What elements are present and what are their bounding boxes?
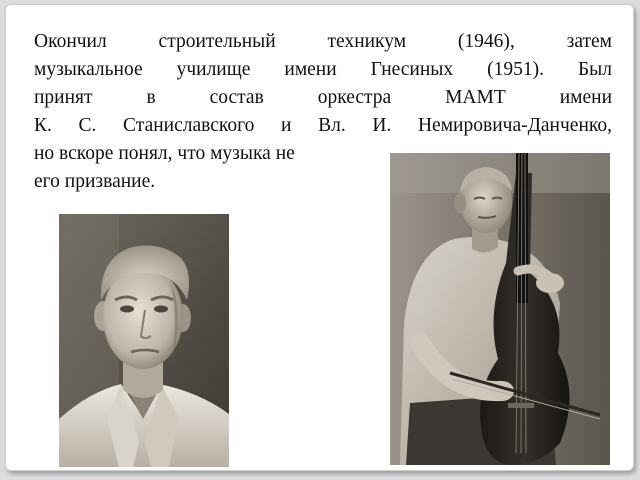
paragraph-line: но вскоре понял, что музыка не <box>34 143 295 164</box>
portrait-photo-icon <box>59 214 229 467</box>
double-bass-player-photo <box>390 153 610 465</box>
slide <box>5 4 634 471</box>
portrait-photo <box>59 214 229 467</box>
paragraph-line: его призвание. <box>34 171 156 192</box>
paragraph-line: музыкальное училище имени Гнесиных (1951). Был <box>34 59 612 80</box>
paragraph-line: Окончил строительный техникум (1946), затем <box>34 31 612 52</box>
double-bass-player-photo-icon <box>390 153 610 465</box>
paragraph-line: принят в состав оркестра МАМТ имени <box>34 87 612 108</box>
paragraph-line: К. С. Станиславского и Вл. И. Немировича-Данченко, <box>34 115 612 136</box>
